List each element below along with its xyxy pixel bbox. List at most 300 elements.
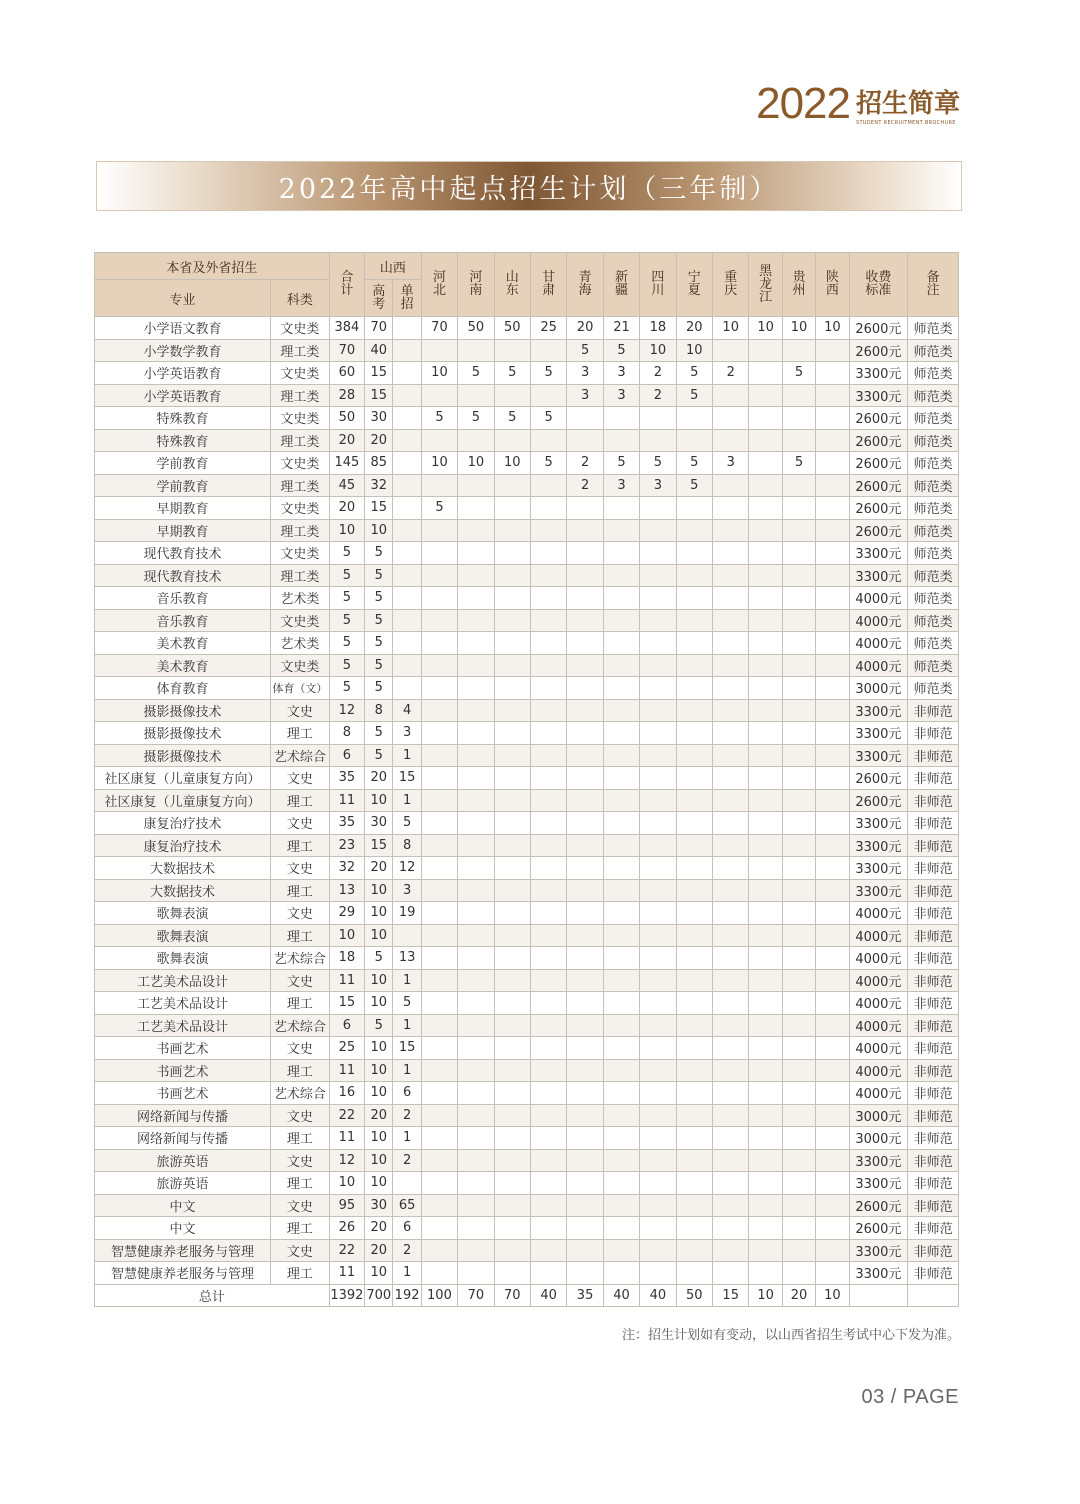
cell-henan <box>458 857 494 880</box>
cell-shandong <box>494 699 530 722</box>
cell-guizhou <box>782 1262 815 1285</box>
cell-guizhou <box>782 474 815 497</box>
cell-major: 旅游英语 <box>95 1149 271 1172</box>
cell-heilongjiang <box>749 609 782 632</box>
cell-sichuan <box>640 1127 676 1150</box>
cell-qinghai <box>567 519 603 542</box>
cell-fee: 3000元 <box>849 1127 908 1150</box>
cell-guizhou: 5 <box>782 452 815 475</box>
brand-logo <box>756 79 960 128</box>
cell-major: 学前教育 <box>95 452 271 475</box>
cell-chongqing <box>713 834 749 857</box>
cell-total: 32 <box>329 857 364 880</box>
cell-remark: 非师范 <box>908 1037 959 1060</box>
cell-shanxi-gaokao: 30 <box>365 407 393 430</box>
cell-shanxi-danzhao: 12 <box>393 857 421 880</box>
cell-total: 20 <box>329 497 364 520</box>
cell-major: 特殊教育 <box>95 429 271 452</box>
cell-chongqing <box>713 339 749 362</box>
cell-shanxi-gaokao: 5 <box>365 632 393 655</box>
cell-remark: 非师范 <box>908 1014 959 1037</box>
cell-total: 29 <box>329 902 364 925</box>
cell-guizhou <box>782 744 815 767</box>
cell-total: 22 <box>329 1104 364 1127</box>
cell-xinjiang: 3 <box>603 384 639 407</box>
cell-sichuan <box>640 1037 676 1060</box>
cell-shanxi-gaokao: 5 <box>365 947 393 970</box>
cell-heilongjiang <box>749 744 782 767</box>
cell-hebei: 10 <box>421 362 457 385</box>
cell-ningxia <box>676 632 712 655</box>
cell-ningxia <box>676 587 712 610</box>
cell-remark: 非师范 <box>908 1127 959 1150</box>
header-total-text: 合 计 <box>340 270 354 298</box>
cell-chongqing <box>713 519 749 542</box>
cell-xinjiang <box>603 992 639 1015</box>
cell-ningxia <box>676 654 712 677</box>
table-row <box>95 1082 959 1105</box>
cell-heilongjiang: 10 <box>749 317 782 340</box>
cell-gansu <box>530 384 566 407</box>
header-danzhao <box>393 280 421 317</box>
cell-shanxi-gaokao: 32 <box>365 474 393 497</box>
cell-major: 大数据技术 <box>95 857 271 880</box>
cell-henan <box>458 722 494 745</box>
cell-shanxi-gaokao: 85 <box>365 452 393 475</box>
cell-henan <box>458 474 494 497</box>
cell-shanxi-danzhao: 6 <box>393 1082 421 1105</box>
cell-heilongjiang <box>749 767 782 790</box>
cell-fee: 3300元 <box>849 1239 908 1262</box>
cell-gansu <box>530 429 566 452</box>
cell-henan <box>458 564 494 587</box>
cell-sichuan <box>640 542 676 565</box>
cell-total: 10 <box>329 924 364 947</box>
cell-hebei: 5 <box>421 497 457 520</box>
cell-total: 6 <box>329 744 364 767</box>
cell-sichuan <box>640 947 676 970</box>
cell-guizhou <box>782 924 815 947</box>
cell-ningxia <box>676 1082 712 1105</box>
cell-guizhou <box>782 339 815 362</box>
cell-shandong <box>494 992 530 1015</box>
cell-ningxia <box>676 429 712 452</box>
cell-ningxia <box>676 1194 712 1217</box>
cell-ningxia <box>676 699 712 722</box>
header-gaokao <box>365 280 393 317</box>
cell-hebei <box>421 744 457 767</box>
cell-heilongjiang <box>749 587 782 610</box>
cell-xinjiang <box>603 632 639 655</box>
table-row <box>95 474 959 497</box>
cell-remark: 非师范 <box>908 722 959 745</box>
cell-ningxia <box>676 834 712 857</box>
cell-qinghai: 2 <box>567 452 603 475</box>
cell-chongqing <box>713 1172 749 1195</box>
total-cell-shandong: 70 <box>494 1284 530 1307</box>
cell-category: 理工 <box>271 1172 330 1195</box>
cell-shandong <box>494 1262 530 1285</box>
cell-ningxia: 5 <box>676 474 712 497</box>
table-header-row-1 <box>95 253 959 280</box>
cell-sichuan <box>640 789 676 812</box>
cell-chongqing <box>713 497 749 520</box>
table-row <box>95 789 959 812</box>
total-cell-shanxi-gaokao: 700 <box>365 1284 393 1307</box>
cell-fee: 2600元 <box>849 1217 908 1240</box>
cell-category: 文史类 <box>271 654 330 677</box>
cell-henan <box>458 789 494 812</box>
cell-shaanxi <box>816 812 849 835</box>
cell-ningxia <box>676 1172 712 1195</box>
cell-guizhou <box>782 1217 815 1240</box>
cell-category: 文史 <box>271 699 330 722</box>
cell-major: 早期教育 <box>95 519 271 542</box>
cell-shanxi-danzhao: 6 <box>393 1217 421 1240</box>
cell-henan <box>458 587 494 610</box>
cell-shanxi-gaokao: 10 <box>365 519 393 542</box>
cell-shandong: 5 <box>494 362 530 385</box>
cell-gansu <box>530 587 566 610</box>
table-row <box>95 1262 959 1285</box>
header-province-ningxia <box>676 253 712 317</box>
cell-chongqing <box>713 1127 749 1150</box>
cell-henan <box>458 384 494 407</box>
cell-shaanxi <box>816 879 849 902</box>
cell-remark: 非师范 <box>908 1172 959 1195</box>
cell-shaanxi <box>816 1014 849 1037</box>
cell-hebei <box>421 1082 457 1105</box>
cell-sichuan <box>640 1194 676 1217</box>
cell-henan <box>458 1239 494 1262</box>
cell-xinjiang: 5 <box>603 339 639 362</box>
cell-guizhou <box>782 1082 815 1105</box>
cell-hebei <box>421 879 457 902</box>
cell-shandong <box>494 1014 530 1037</box>
cell-major: 智慧健康养老服务与管理 <box>95 1262 271 1285</box>
cell-guizhou <box>782 1059 815 1082</box>
cell-shandong <box>494 609 530 632</box>
cell-xinjiang <box>603 924 639 947</box>
cell-remark: 师范类 <box>908 609 959 632</box>
cell-major: 工艺美术品设计 <box>95 969 271 992</box>
cell-henan: 50 <box>458 317 494 340</box>
cell-henan <box>458 1037 494 1060</box>
cell-shaanxi <box>816 497 849 520</box>
cell-category: 文史类 <box>271 452 330 475</box>
cell-chongqing: 3 <box>713 452 749 475</box>
cell-henan <box>458 542 494 565</box>
cell-remark: 非师范 <box>908 879 959 902</box>
cell-xinjiang <box>603 1082 639 1105</box>
cell-fee: 3300元 <box>849 834 908 857</box>
cell-remark: 师范类 <box>908 632 959 655</box>
cell-major: 现代教育技术 <box>95 542 271 565</box>
cell-shandong <box>494 542 530 565</box>
header-province-text: 陕 西 <box>825 270 839 298</box>
cell-xinjiang <box>603 1217 639 1240</box>
cell-heilongjiang <box>749 474 782 497</box>
cell-shandong <box>494 767 530 790</box>
cell-ningxia: 5 <box>676 362 712 385</box>
cell-category: 艺术综合 <box>271 1014 330 1037</box>
cell-henan <box>458 879 494 902</box>
cell-category: 文史 <box>271 1037 330 1060</box>
cell-shanxi-danzhao <box>393 407 421 430</box>
cell-hebei <box>421 429 457 452</box>
header-province-text: 宁 夏 <box>687 270 701 298</box>
header-province-text: 贵 州 <box>792 270 806 298</box>
cell-ningxia <box>676 519 712 542</box>
total-cell-xinjiang: 40 <box>603 1284 639 1307</box>
header-province-guizhou <box>782 253 815 317</box>
cell-chongqing <box>713 947 749 970</box>
cell-qinghai <box>567 542 603 565</box>
cell-total: 5 <box>329 654 364 677</box>
cell-sichuan <box>640 429 676 452</box>
header-province-text: 重 庆 <box>724 270 738 298</box>
cell-total: 60 <box>329 362 364 385</box>
cell-major: 书画艺术 <box>95 1059 271 1082</box>
cell-gansu <box>530 519 566 542</box>
cell-shandong <box>494 339 530 362</box>
cell-henan: 5 <box>458 362 494 385</box>
page-title: 2022年高中起点招生计划（三年制） <box>278 173 780 205</box>
cell-major: 康复治疗技术 <box>95 812 271 835</box>
cell-ningxia: 20 <box>676 317 712 340</box>
cell-shanxi-danzhao: 15 <box>393 1037 421 1060</box>
cell-shaanxi <box>816 452 849 475</box>
cell-shaanxi <box>816 587 849 610</box>
cell-henan <box>458 519 494 542</box>
total-cell-chongqing: 15 <box>713 1284 749 1307</box>
cell-shanxi-gaokao: 8 <box>365 699 393 722</box>
cell-shandong <box>494 812 530 835</box>
cell-remark: 非师范 <box>908 857 959 880</box>
cell-category: 文史类 <box>271 542 330 565</box>
cell-major: 网络新闻与传播 <box>95 1104 271 1127</box>
cell-xinjiang <box>603 429 639 452</box>
table-body <box>95 317 959 1285</box>
cell-remark: 师范类 <box>908 474 959 497</box>
table-row <box>95 767 959 790</box>
cell-total: 5 <box>329 587 364 610</box>
header-province-text: 甘 肃 <box>542 270 556 298</box>
cell-shanxi-danzhao <box>393 1172 421 1195</box>
cell-shandong <box>494 587 530 610</box>
cell-qinghai <box>567 767 603 790</box>
cell-major: 早期教育 <box>95 497 271 520</box>
cell-guizhou <box>782 564 815 587</box>
cell-guizhou <box>782 722 815 745</box>
cell-qinghai <box>567 1194 603 1217</box>
cell-gansu <box>530 992 566 1015</box>
cell-category: 理工 <box>271 722 330 745</box>
cell-xinjiang <box>603 564 639 587</box>
cell-shaanxi <box>816 519 849 542</box>
cell-hebei <box>421 677 457 700</box>
cell-gansu: 5 <box>530 452 566 475</box>
cell-shanxi-gaokao: 5 <box>365 542 393 565</box>
cell-henan <box>458 339 494 362</box>
table-row <box>95 429 959 452</box>
cell-hebei <box>421 609 457 632</box>
cell-henan <box>458 969 494 992</box>
cell-shandong <box>494 744 530 767</box>
cell-hebei <box>421 947 457 970</box>
cell-qinghai <box>567 1262 603 1285</box>
cell-sichuan <box>640 1149 676 1172</box>
cell-ningxia <box>676 767 712 790</box>
cell-major: 小学英语教育 <box>95 384 271 407</box>
cell-xinjiang <box>603 1262 639 1285</box>
cell-shanxi-gaokao: 5 <box>365 564 393 587</box>
table-row <box>95 1149 959 1172</box>
cell-major: 美术教育 <box>95 632 271 655</box>
cell-heilongjiang <box>749 857 782 880</box>
cell-shandong <box>494 1127 530 1150</box>
cell-total: 45 <box>329 474 364 497</box>
table-row <box>95 924 959 947</box>
cell-xinjiang <box>603 812 639 835</box>
cell-shanxi-gaokao: 10 <box>365 924 393 947</box>
cell-total: 11 <box>329 1262 364 1285</box>
cell-shanxi-danzhao: 5 <box>393 992 421 1015</box>
table-row <box>95 362 959 385</box>
cell-xinjiang <box>603 1104 639 1127</box>
cell-shanxi-danzhao: 8 <box>393 834 421 857</box>
cell-henan <box>458 947 494 970</box>
cell-shaanxi <box>816 429 849 452</box>
cell-xinjiang <box>603 879 639 902</box>
cell-major: 社区康复（儿童康复方向） <box>95 767 271 790</box>
cell-shaanxi <box>816 1217 849 1240</box>
cell-sichuan: 18 <box>640 317 676 340</box>
cell-fee: 4000元 <box>849 1059 908 1082</box>
cell-gansu <box>530 969 566 992</box>
cell-gansu <box>530 744 566 767</box>
cell-remark: 师范类 <box>908 519 959 542</box>
cell-hebei <box>421 384 457 407</box>
cell-gansu <box>530 699 566 722</box>
cell-fee: 3300元 <box>849 1149 908 1172</box>
cell-ningxia: 5 <box>676 384 712 407</box>
cell-shandong <box>494 902 530 925</box>
cell-shaanxi <box>816 1037 849 1060</box>
cell-category: 理工类 <box>271 339 330 362</box>
cell-total: 11 <box>329 1127 364 1150</box>
cell-hebei <box>421 632 457 655</box>
cell-hebei <box>421 1037 457 1060</box>
cell-remark: 师范类 <box>908 407 959 430</box>
cell-shanxi-gaokao: 10 <box>365 1262 393 1285</box>
cell-total: 35 <box>329 812 364 835</box>
cell-remark: 师范类 <box>908 654 959 677</box>
cell-xinjiang <box>603 519 639 542</box>
cell-chongqing <box>713 789 749 812</box>
cell-shanxi-danzhao: 15 <box>393 767 421 790</box>
cell-ningxia: 5 <box>676 452 712 475</box>
cell-major: 小学数学教育 <box>95 339 271 362</box>
cell-guizhou <box>782 519 815 542</box>
cell-fee: 3300元 <box>849 1172 908 1195</box>
cell-fee: 2600元 <box>849 339 908 362</box>
header-fee-text: 收费 标准 <box>865 270 892 298</box>
cell-qinghai <box>567 1104 603 1127</box>
cell-remark: 非师范 <box>908 789 959 812</box>
cell-heilongjiang <box>749 1082 782 1105</box>
cell-shanxi-danzhao: 4 <box>393 699 421 722</box>
cell-guizhou <box>782 879 815 902</box>
cell-category: 理工类 <box>271 564 330 587</box>
cell-remark: 非师范 <box>908 812 959 835</box>
cell-hebei <box>421 1014 457 1037</box>
cell-total: 11 <box>329 1059 364 1082</box>
cell-gansu <box>530 924 566 947</box>
total-cell-qinghai: 35 <box>567 1284 603 1307</box>
cell-shandong <box>494 564 530 587</box>
cell-total: 15 <box>329 992 364 1015</box>
cell-shandong <box>494 924 530 947</box>
cell-shanxi-danzhao <box>393 339 421 362</box>
cell-fee: 2600元 <box>849 1194 908 1217</box>
cell-sichuan <box>640 767 676 790</box>
cell-xinjiang <box>603 947 639 970</box>
cell-heilongjiang <box>749 339 782 362</box>
cell-shandong: 10 <box>494 452 530 475</box>
cell-ningxia <box>676 924 712 947</box>
cell-fee: 2600元 <box>849 497 908 520</box>
cell-shanxi-gaokao: 15 <box>365 362 393 385</box>
cell-chongqing <box>713 1149 749 1172</box>
header-province-text: 青 海 <box>578 270 592 298</box>
header-province-text: 河 南 <box>469 270 483 298</box>
brand-year: 2022 <box>756 79 850 128</box>
cell-category: 理工类 <box>271 384 330 407</box>
cell-sichuan <box>640 834 676 857</box>
cell-shaanxi <box>816 632 849 655</box>
cell-xinjiang <box>603 609 639 632</box>
cell-guizhou <box>782 1172 815 1195</box>
cell-qinghai <box>567 857 603 880</box>
cell-major: 歌舞表演 <box>95 947 271 970</box>
cell-shanxi-danzhao <box>393 429 421 452</box>
header-remark <box>908 253 959 317</box>
cell-category: 理工类 <box>271 429 330 452</box>
cell-shandong <box>494 834 530 857</box>
cell-fee: 3000元 <box>849 677 908 700</box>
cell-shanxi-danzhao <box>393 609 421 632</box>
cell-shandong: 5 <box>494 407 530 430</box>
cell-henan <box>458 1059 494 1082</box>
cell-guizhou <box>782 789 815 812</box>
cell-heilongjiang <box>749 812 782 835</box>
cell-shanxi-gaokao: 10 <box>365 992 393 1015</box>
cell-major: 旅游英语 <box>95 1172 271 1195</box>
cell-remark: 师范类 <box>908 542 959 565</box>
cell-shanxi-danzhao: 2 <box>393 1104 421 1127</box>
cell-category: 理工类 <box>271 474 330 497</box>
cell-fee: 3300元 <box>849 722 908 745</box>
cell-major: 歌舞表演 <box>95 902 271 925</box>
cell-qinghai <box>567 1149 603 1172</box>
table-row <box>95 699 959 722</box>
cell-category: 理工 <box>271 834 330 857</box>
cell-qinghai <box>567 924 603 947</box>
cell-henan: 5 <box>458 407 494 430</box>
cell-remark: 非师范 <box>908 1059 959 1082</box>
cell-chongqing <box>713 812 749 835</box>
